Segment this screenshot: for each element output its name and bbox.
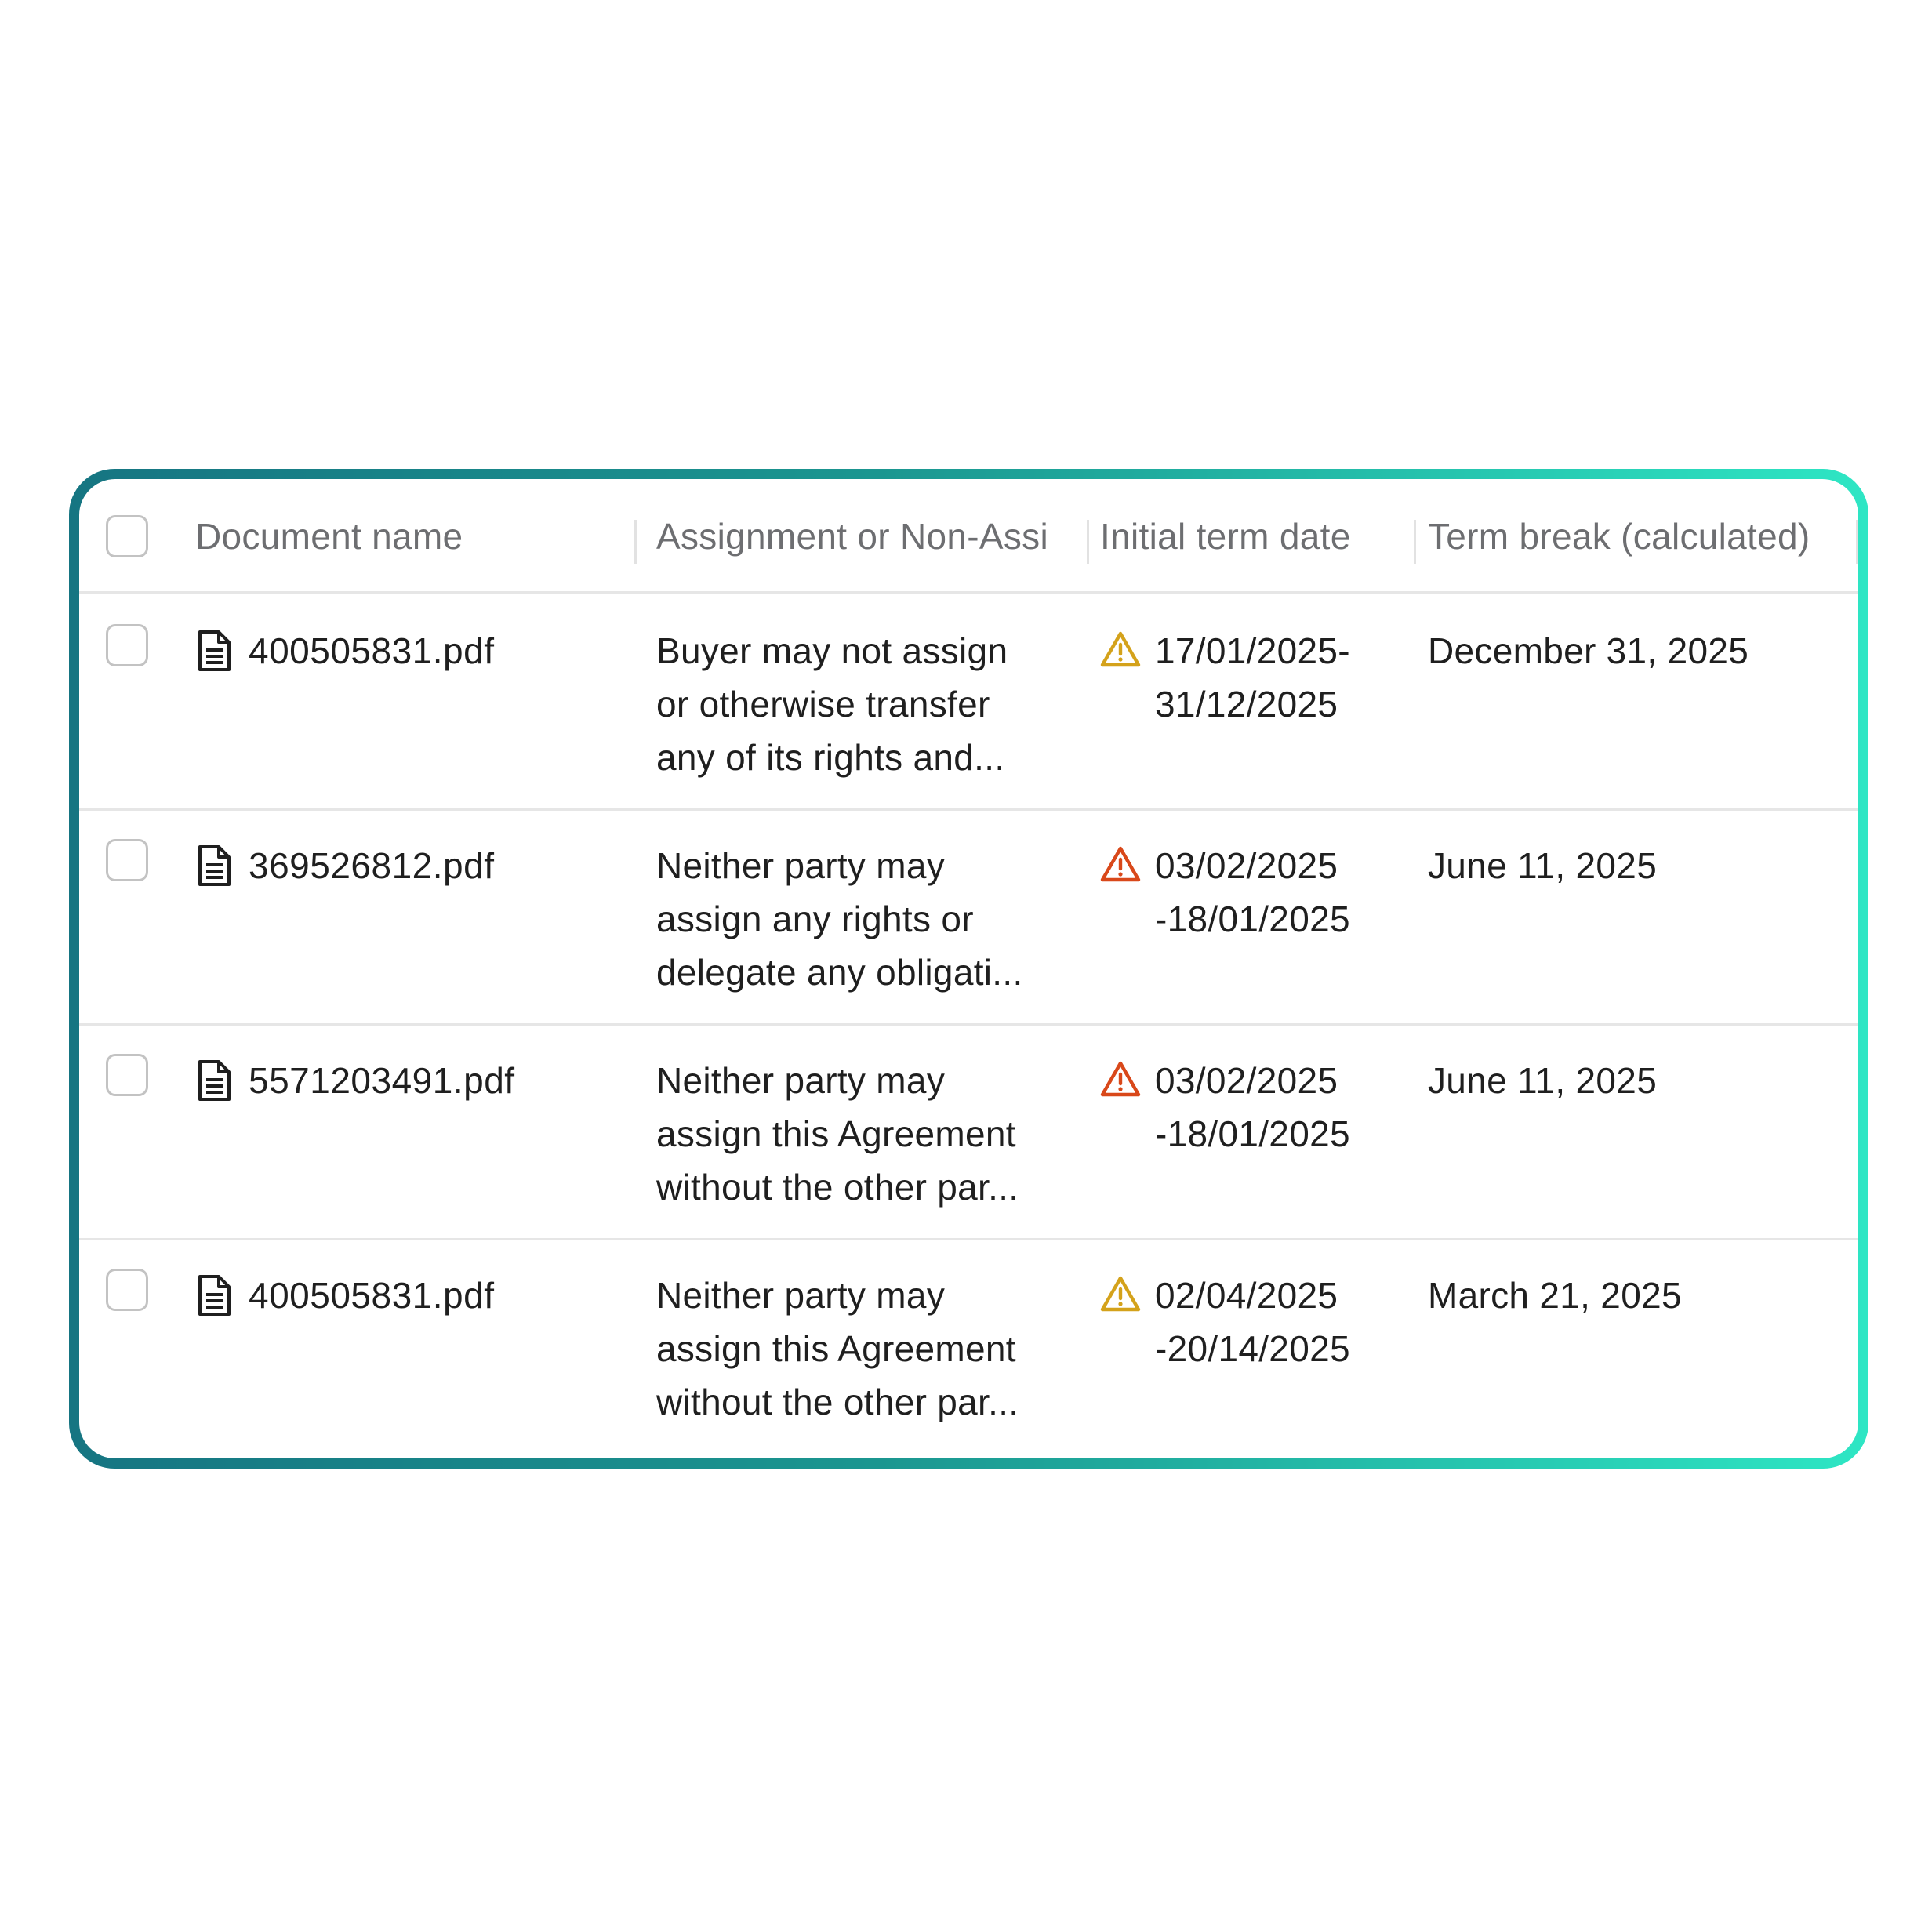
document-name: 369526812.pdf	[249, 845, 495, 886]
term-date-line: 03/02/2025	[1155, 1060, 1338, 1101]
select-all-checkbox[interactable]	[106, 515, 148, 557]
warning-icon[interactable]	[1100, 845, 1141, 883]
document-name: 400505831.pdf	[249, 1275, 495, 1316]
row-checkbox[interactable]	[106, 1054, 148, 1096]
table-row[interactable]	[79, 1240, 1858, 1455]
file-icon	[197, 1059, 231, 1102]
column-header-document-name[interactable]: Document name	[195, 516, 463, 557]
document-name: 5571203491.pdf	[249, 1060, 515, 1101]
term-date-line: 02/04/2025	[1155, 1275, 1338, 1316]
assignment-clause	[656, 1054, 1019, 1214]
assignment-clause	[656, 1269, 1019, 1429]
file-icon	[197, 1274, 231, 1316]
assignment-line: assign this Agreement	[656, 1328, 1016, 1369]
assignment-clause	[656, 624, 1008, 784]
term-date-line: -18/01/2025	[1155, 899, 1350, 939]
table-row[interactable]	[79, 1026, 1858, 1240]
file-icon	[197, 844, 231, 887]
column-header-term-break[interactable]: Term break (calculated)	[1428, 516, 1810, 557]
initial-term-date	[1155, 624, 1350, 731]
assignment-line: any of its rights and...	[656, 737, 1005, 778]
assignment-line: Neither party may	[656, 1275, 946, 1316]
warning-icon[interactable]	[1100, 630, 1141, 668]
document-link[interactable]	[197, 839, 494, 892]
table-card-frame	[69, 469, 1868, 1469]
document-link[interactable]	[197, 1054, 515, 1107]
term-date-line: -18/01/2025	[1155, 1113, 1350, 1154]
term-break-date: June 11, 2025	[1428, 1060, 1658, 1101]
document-link[interactable]	[197, 1269, 494, 1322]
table-row[interactable]	[79, 596, 1858, 811]
column-header-initial-term-date[interactable]: Initial term date	[1100, 516, 1351, 557]
row-checkbox[interactable]	[106, 1269, 148, 1311]
warning-icon[interactable]	[1100, 1060, 1141, 1098]
term-date-line: -20/14/2025	[1155, 1328, 1350, 1369]
file-icon	[197, 630, 231, 672]
document-name: 400505831.pdf	[249, 630, 495, 671]
assignment-line: or otherwise transfer	[656, 684, 990, 724]
column-resize-handle[interactable]	[1414, 520, 1416, 564]
term-break-date: June 11, 2025	[1428, 845, 1658, 886]
column-resize-handle[interactable]	[1087, 520, 1089, 564]
warning-icon[interactable]	[1100, 1275, 1141, 1313]
table-header	[79, 479, 1858, 594]
term-date-line: 17/01/2025-	[1155, 630, 1350, 671]
assignment-line: without the other par...	[656, 1167, 1019, 1208]
row-checkbox[interactable]	[106, 839, 148, 881]
column-header-assignment[interactable]: Assignment or Non-Assi	[656, 516, 1048, 557]
assignment-line: assign this Agreement	[656, 1113, 1016, 1154]
assignment-line: delegate any obligati...	[656, 952, 1023, 993]
term-break-date: December 31, 2025	[1428, 630, 1749, 671]
initial-term-date	[1155, 839, 1350, 946]
assignment-line: Neither party may	[656, 1060, 946, 1101]
term-break-date: March 21, 2025	[1428, 1275, 1682, 1316]
assignment-line: without the other par...	[656, 1382, 1019, 1422]
row-checkbox[interactable]	[106, 624, 148, 666]
column-resize-handle[interactable]	[1856, 520, 1858, 564]
term-date-line: 31/12/2025	[1155, 684, 1338, 724]
initial-term-date	[1155, 1054, 1350, 1160]
initial-term-date	[1155, 1269, 1350, 1375]
table-row[interactable]	[79, 811, 1858, 1026]
document-link[interactable]	[197, 624, 494, 677]
column-resize-handle[interactable]	[634, 520, 637, 564]
assignment-clause	[656, 839, 1023, 999]
assignment-line: assign any rights or	[656, 899, 974, 939]
term-date-line: 03/02/2025	[1155, 845, 1338, 886]
assignment-line: Neither party may	[656, 845, 946, 886]
assignment-line: Buyer may not assign	[656, 630, 1008, 671]
documents-table	[79, 479, 1858, 1458]
